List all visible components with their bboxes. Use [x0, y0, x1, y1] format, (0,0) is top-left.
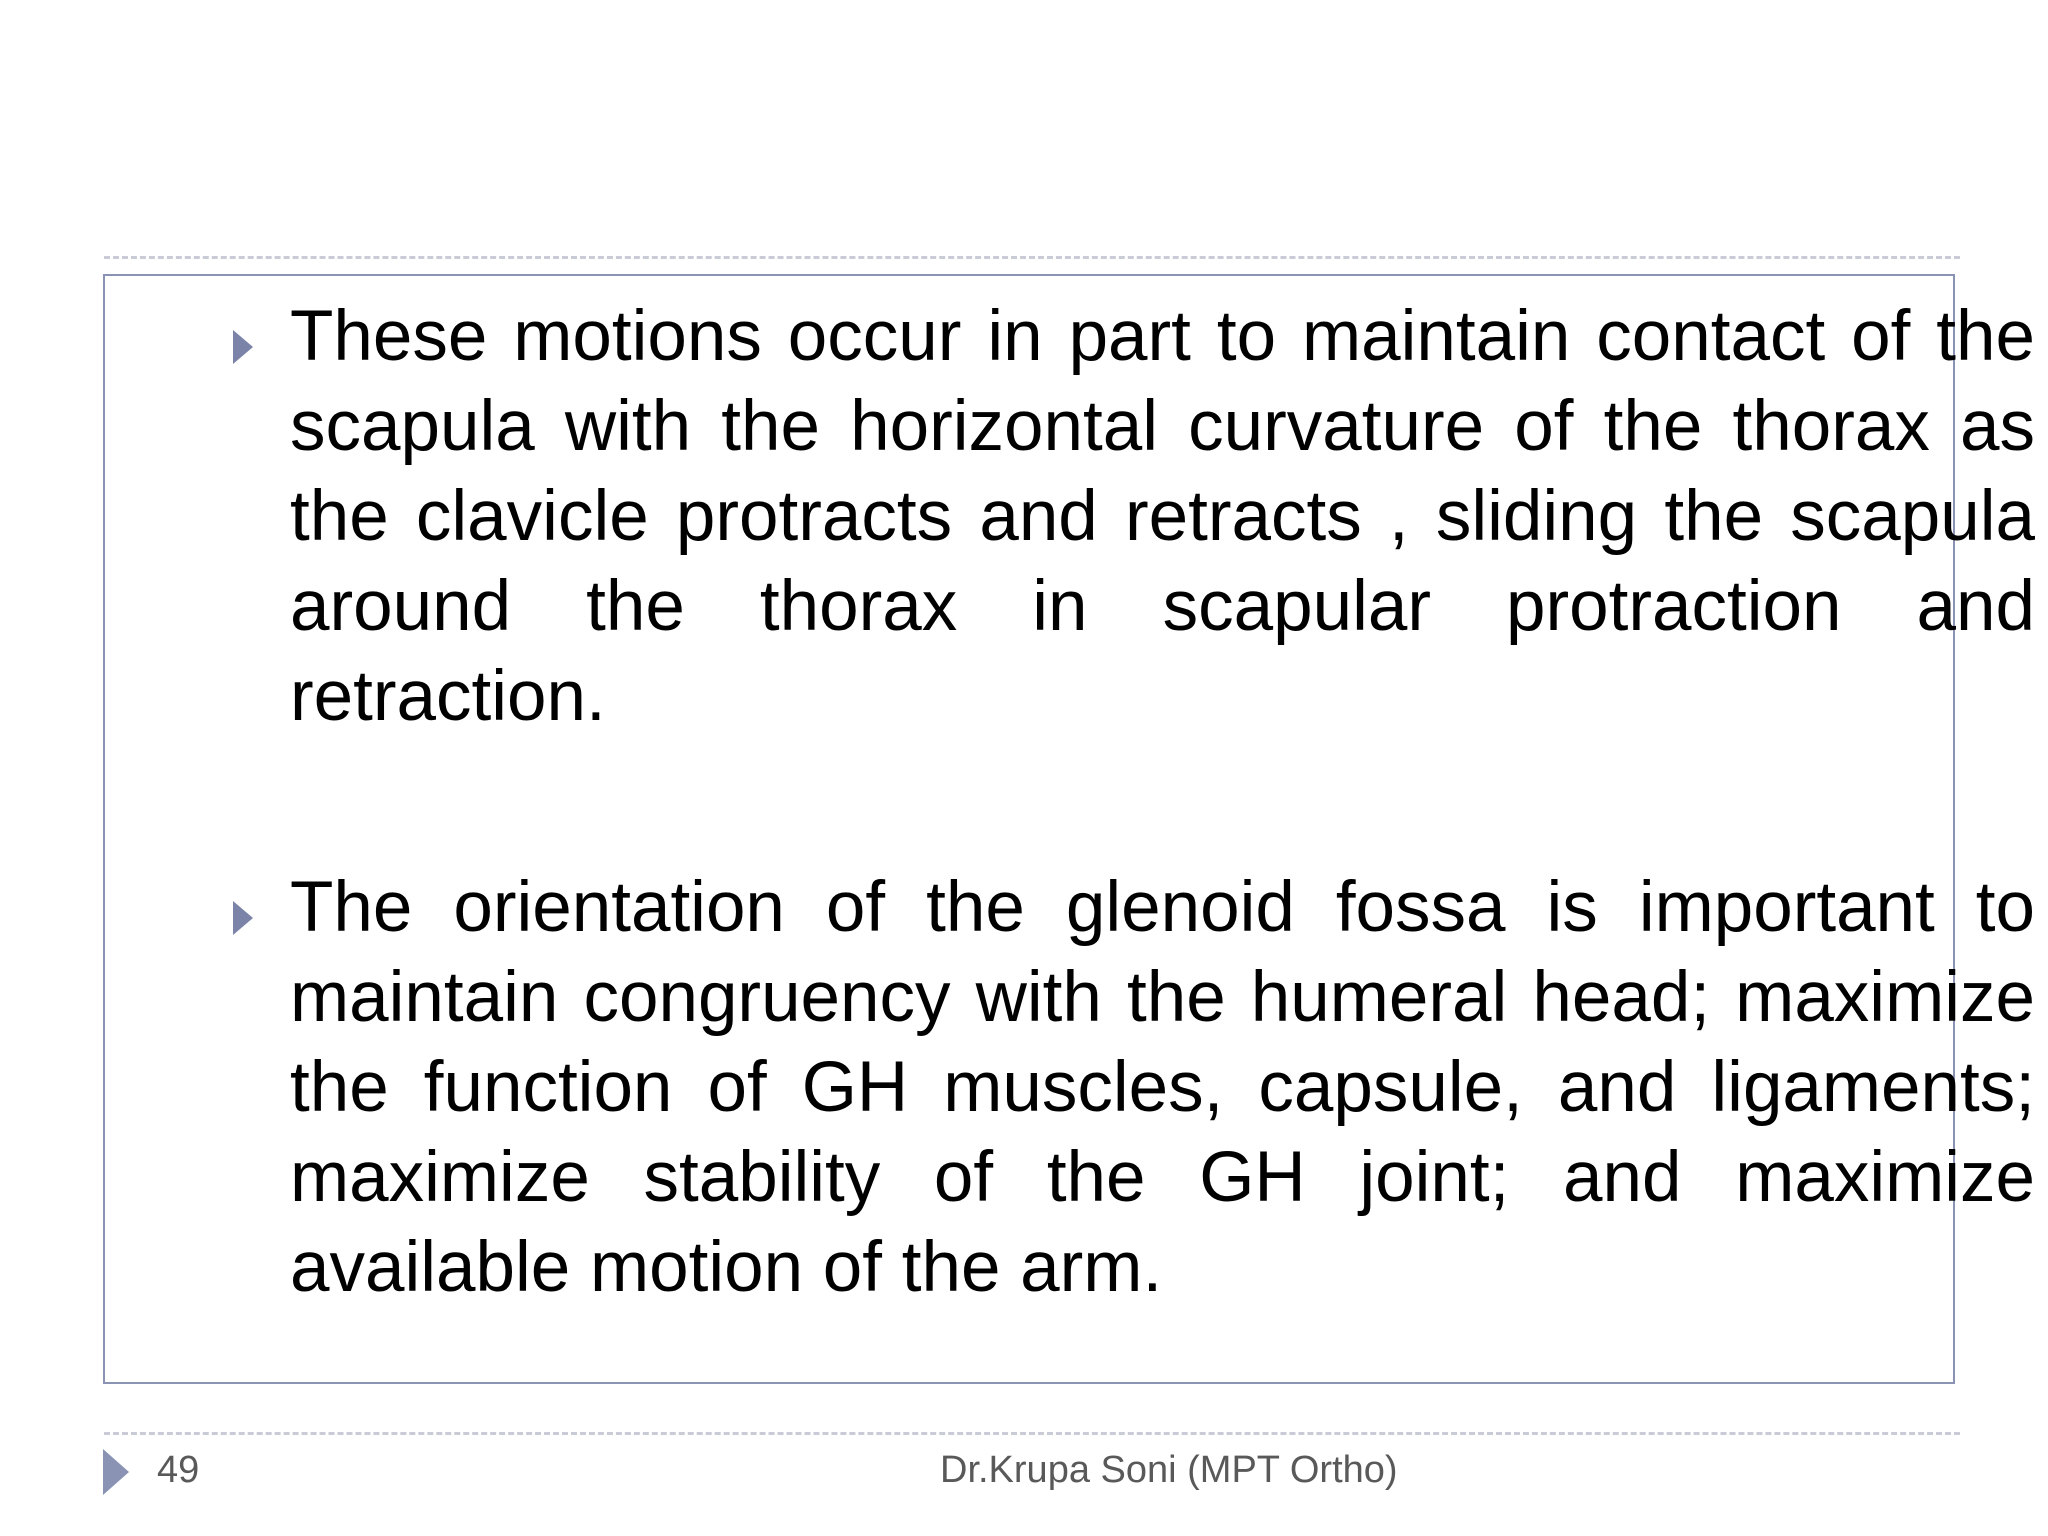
bottom-dashed-divider [104, 1432, 1960, 1435]
triangle-right-icon [233, 330, 253, 364]
footer-triangle-icon [103, 1449, 129, 1495]
footer-author: Dr.Krupa Soni (MPT Ortho) [940, 1449, 1398, 1491]
triangle-right-icon [233, 901, 253, 935]
page-number: 49 [157, 1449, 200, 1491]
content-box [103, 274, 2035, 1384]
bullet-text-2: The orientation of the glenoid fossa is important to maintain congruency with the humeral head; maximize the function of GH muscles, capsule, and ligaments; maximize stability of the GH joint; and maximize available motion of the arm. [290, 868, 2035, 1307]
bullet-text-1: These motions occur in part to maintain contact of the scapula with the horizontal curvature of the thorax as the clavicle protracts and retracts , sliding the scapula around the thorax in scapular protraction and retraction. [290, 297, 2035, 736]
top-dashed-divider [104, 256, 1960, 259]
